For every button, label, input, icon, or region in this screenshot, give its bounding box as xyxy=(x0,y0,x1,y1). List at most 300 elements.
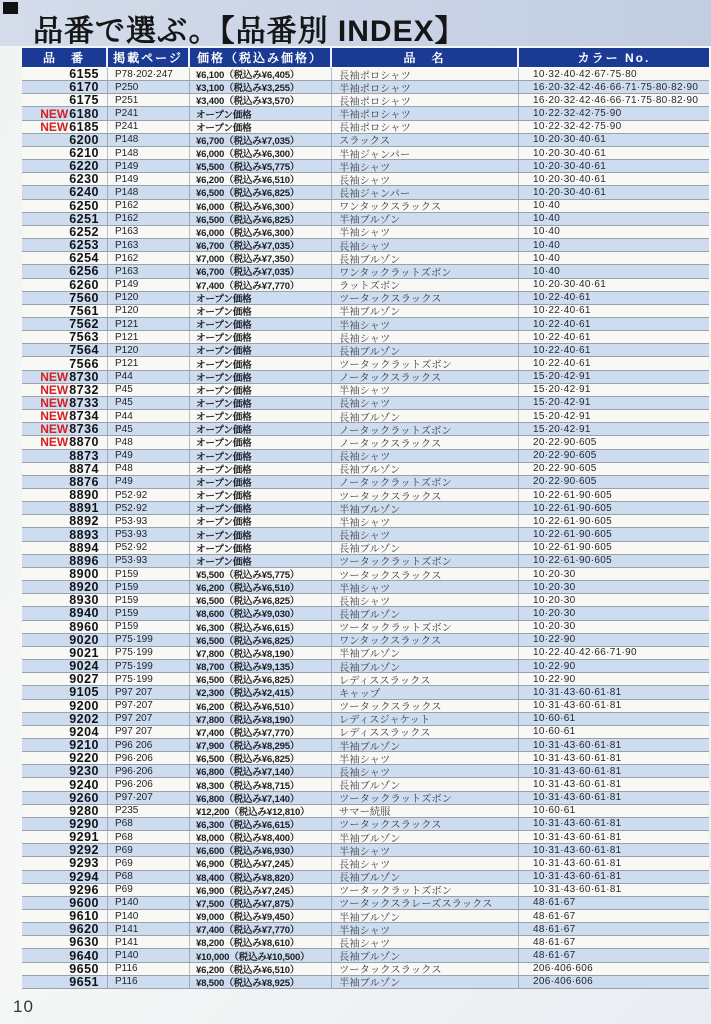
color-no-cell: 20·22·90·605 xyxy=(533,476,597,488)
price-cell: ¥3,100（税込み¥3,255） xyxy=(190,81,332,93)
product-code: 8870 xyxy=(69,436,99,449)
listed-page-cell: P68 xyxy=(108,818,190,830)
color-no-cell: 10·22·40·42·66·71·90 xyxy=(533,647,637,659)
table-row xyxy=(22,581,709,594)
product-name-cell: 長袖シャツ xyxy=(332,765,519,777)
listed-page-cell: P121 xyxy=(108,331,190,343)
table-row xyxy=(22,542,709,555)
price-cell: ¥8,000（税込み¥8,400） xyxy=(190,831,332,843)
product-name-cell: 長袖シャツ xyxy=(332,331,519,343)
listed-page-cell: P148 xyxy=(108,186,190,198)
table-row xyxy=(22,173,709,186)
product-code-cell xyxy=(22,160,108,172)
listed-page-cell: P162 xyxy=(108,252,190,264)
price-cell: ¥6,300（税込み¥6,615） xyxy=(190,621,332,633)
product-code-cell xyxy=(22,279,108,291)
color-no-cell: 10·22·61·90·605 xyxy=(533,529,612,541)
product-code: 9291 xyxy=(69,831,99,844)
product-name-cell: ノータックラットズボン xyxy=(332,423,519,435)
product-code: 7564 xyxy=(69,344,99,357)
table-row xyxy=(22,68,709,81)
listed-page-cell: P140 xyxy=(108,949,190,961)
color-no-cell: 10·22·40·61 xyxy=(533,305,591,317)
table-row xyxy=(22,752,709,765)
price-cell: ¥6,600（税込み¥6,930） xyxy=(190,844,332,856)
price-cell: ¥6,700（税込み¥7,035） xyxy=(190,134,332,146)
product-name-cell: 長袖ブルゾン xyxy=(332,252,519,264)
table-row xyxy=(22,450,709,463)
table-row xyxy=(22,660,709,673)
product-code: 8736 xyxy=(69,423,99,436)
product-code: 9651 xyxy=(69,975,99,988)
product-name-cell: ツータックラットズボン xyxy=(332,792,519,804)
product-name-cell: 長袖シャツ xyxy=(332,936,519,948)
listed-page-cell: P44 xyxy=(108,371,190,383)
color-no-cell: 10·31·43·60·61·81 xyxy=(533,844,622,856)
product-code-cell xyxy=(22,594,108,606)
price-cell: オープン価格 xyxy=(190,450,332,462)
table-row xyxy=(22,778,709,791)
product-code-cell xyxy=(22,528,108,540)
price-cell: オープン価格 xyxy=(190,410,332,422)
listed-page-cell: P53·93 xyxy=(108,515,190,527)
listed-page-cell: P52·92 xyxy=(108,489,190,501)
table-row xyxy=(22,831,709,844)
product-code-cell xyxy=(22,239,108,251)
table-row xyxy=(22,621,709,634)
product-name-cell: 半袖シャツ xyxy=(332,515,519,527)
color-no-cell: 10·31·43·60·61·81 xyxy=(533,831,622,843)
table-row xyxy=(22,594,709,607)
product-code: 9020 xyxy=(69,633,99,646)
listed-page-cell: P250 xyxy=(108,81,190,93)
product-name-cell: 半袖ポロシャツ xyxy=(332,81,519,93)
listed-page-cell: P48 xyxy=(108,436,190,448)
product-code: 9620 xyxy=(69,923,99,936)
table-row xyxy=(22,871,709,884)
product-code: 9610 xyxy=(69,910,99,923)
product-code: 8874 xyxy=(69,462,99,475)
price-cell: オープン価格 xyxy=(190,305,332,317)
color-no-cell: 15·20·42·91 xyxy=(533,371,591,383)
product-code: 8896 xyxy=(69,554,99,567)
product-code-cell xyxy=(22,910,108,922)
color-no-cell: 10·22·61·90·605 xyxy=(533,542,612,554)
product-name-cell: ノータックスラックス xyxy=(332,436,519,448)
table-row xyxy=(22,686,709,699)
color-no-cell: 10·22·40·61 xyxy=(533,292,591,304)
product-code-cell xyxy=(22,489,108,501)
table-row xyxy=(22,857,709,870)
product-code-cell xyxy=(22,739,108,751)
color-no-cell: 10·32·40·42·67·75·80 xyxy=(533,68,637,80)
price-cell: オープン価格 xyxy=(190,384,332,396)
product-name-cell: 長袖シャツ xyxy=(332,450,519,462)
product-name-cell: 半袖ブルゾン xyxy=(332,502,519,514)
header-product-name: 品 名 xyxy=(332,48,519,67)
price-cell: ¥3,400（税込み¥3,570） xyxy=(190,94,332,106)
page-title: 品番で選ぶ。【品番別 INDEX】 xyxy=(33,15,466,48)
product-code-cell xyxy=(22,173,108,185)
product-code: 6251 xyxy=(69,212,99,225)
product-code-cell xyxy=(22,884,108,896)
color-no-cell: 10·20·30 xyxy=(533,568,576,580)
product-name-cell: 長袖ブルゾン xyxy=(332,344,519,356)
header-product-code: 品 番 xyxy=(22,48,108,67)
product-code-cell xyxy=(22,805,108,817)
product-code-cell xyxy=(22,200,108,212)
table-row xyxy=(22,726,709,739)
product-code-cell xyxy=(22,384,108,396)
price-cell: ¥6,200（税込み¥6,510） xyxy=(190,581,332,593)
table-row xyxy=(22,357,709,370)
listed-page-cell: P96·206 xyxy=(108,752,190,764)
product-name-cell: レディススラックス xyxy=(332,726,519,738)
product-code: 6155 xyxy=(69,68,99,81)
listed-page-cell: P149 xyxy=(108,279,190,291)
product-name-cell: ノータックラットズボン xyxy=(332,476,519,488)
price-cell: ¥6,000（税込み¥6,300） xyxy=(190,200,332,212)
price-cell: ¥12,200（税込み¥12,810） xyxy=(190,805,332,817)
listed-page-cell: P120 xyxy=(108,344,190,356)
color-no-cell: 10·40 xyxy=(533,213,561,225)
color-no-cell: 10·31·43·60·61·81 xyxy=(533,871,622,883)
product-code-cell xyxy=(22,555,108,567)
price-cell: ¥6,000（税込み¥6,300） xyxy=(190,147,332,159)
table-row xyxy=(22,949,709,962)
color-no-cell: 10·22·61·90·605 xyxy=(533,502,612,514)
listed-page-cell: P140 xyxy=(108,897,190,909)
product-code: 7560 xyxy=(69,291,99,304)
table-row xyxy=(22,700,709,713)
product-name-cell: 長袖ジャンパー xyxy=(332,186,519,198)
product-code-cell xyxy=(22,331,108,343)
price-cell: オープン価格 xyxy=(190,502,332,514)
price-cell: オープン価格 xyxy=(190,331,332,343)
price-cell: オープン価格 xyxy=(190,476,332,488)
listed-page-cell: P53·93 xyxy=(108,528,190,540)
color-no-cell: 10·20·30·40·61 xyxy=(533,279,607,291)
color-no-cell: 10·31·43·60·61·81 xyxy=(533,739,622,751)
product-code-cell xyxy=(22,397,108,409)
color-no-cell: 15·20·42·91 xyxy=(533,384,591,396)
product-code-cell xyxy=(22,818,108,830)
table-body xyxy=(22,67,709,989)
price-cell: ¥7,400（税込み¥7,770） xyxy=(190,279,332,291)
new-badge: NEW xyxy=(40,423,69,436)
product-code-cell xyxy=(22,673,108,685)
product-name-cell: ツータックスラックス xyxy=(332,292,519,304)
product-code-cell xyxy=(22,686,108,698)
price-cell: オープン価格 xyxy=(190,555,332,567)
price-cell: オープン価格 xyxy=(190,489,332,501)
color-no-cell: 20·22·90·605 xyxy=(533,450,597,462)
product-code: 6230 xyxy=(69,173,99,186)
product-code: 9230 xyxy=(69,765,99,778)
table-row xyxy=(22,239,709,252)
product-name-cell: ツータックスラックス xyxy=(332,818,519,830)
color-no-cell: 10·22·90 xyxy=(533,673,576,685)
price-cell: ¥6,000（税込み¥6,300） xyxy=(190,226,332,238)
price-cell: ¥6,500（税込み¥6,825） xyxy=(190,594,332,606)
listed-page-cell: P241 xyxy=(108,121,190,133)
product-code: 7561 xyxy=(69,304,99,317)
listed-page-cell: P49 xyxy=(108,476,190,488)
color-no-cell: 10·22·40·61 xyxy=(533,344,591,356)
product-code: 6200 xyxy=(69,133,99,146)
color-no-cell: 206·406·606 xyxy=(533,963,594,975)
color-no-cell: 10·20·30 xyxy=(533,581,576,593)
product-code-cell xyxy=(22,107,108,119)
product-name-cell: ツータックスラレーズスラックス xyxy=(332,897,519,909)
product-code: 8891 xyxy=(69,502,99,515)
listed-page-cell: P96 206 xyxy=(108,739,190,751)
product-code-cell xyxy=(22,844,108,856)
product-code: 8734 xyxy=(69,410,99,423)
color-no-cell: 10·31·43·60·61·81 xyxy=(533,752,622,764)
product-code-cell xyxy=(22,568,108,580)
product-code: 6254 xyxy=(69,252,99,265)
price-cell: オープン価格 xyxy=(190,397,332,409)
folio-page-number: 10 xyxy=(13,997,34,1016)
table-row xyxy=(22,923,709,936)
price-cell: オープン価格 xyxy=(190,357,332,369)
product-name-cell: 長袖ブルゾン xyxy=(332,542,519,554)
listed-page-cell: P97·207 xyxy=(108,700,190,712)
price-cell: ¥10,000（税込み¥10,500） xyxy=(190,949,332,961)
product-code-cell xyxy=(22,134,108,146)
price-cell: オープン価格 xyxy=(190,318,332,330)
price-cell: ¥6,500（税込み¥6,825） xyxy=(190,213,332,225)
listed-page-cell: P75·199 xyxy=(108,673,190,685)
product-name-cell: ツータックラットズボン xyxy=(332,357,519,369)
product-code-cell xyxy=(22,423,108,435)
listed-page-cell: P141 xyxy=(108,936,190,948)
table-row xyxy=(22,94,709,107)
product-name-cell: 半袖ブルゾン xyxy=(332,831,519,843)
product-name-cell: 長袖シャツ xyxy=(332,239,519,251)
table-row xyxy=(22,200,709,213)
product-code: 6220 xyxy=(69,160,99,173)
listed-page-cell: P141 xyxy=(108,923,190,935)
product-code: 9640 xyxy=(69,949,99,962)
product-code: 6210 xyxy=(69,146,99,160)
listed-page-cell: P159 xyxy=(108,607,190,619)
product-name-cell: 半袖ブルゾン xyxy=(332,910,519,922)
product-code: 9021 xyxy=(69,646,99,660)
product-code-cell xyxy=(22,713,108,725)
price-cell: ¥5,500（税込み¥5,775） xyxy=(190,568,332,580)
listed-page-cell: P149 xyxy=(108,173,190,185)
product-name-cell: 長袖ポロシャツ xyxy=(332,94,519,106)
color-no-cell: 10·22·90 xyxy=(533,634,576,646)
product-name-cell: 半袖ジャンパー xyxy=(332,147,519,159)
price-cell: ¥6,700（税込み¥7,035） xyxy=(190,239,332,251)
color-no-cell: 10·22·32·42·75·90 xyxy=(533,121,622,133)
product-code-cell xyxy=(22,949,108,961)
table-row xyxy=(22,739,709,752)
table-row xyxy=(22,423,709,436)
product-code: 7562 xyxy=(69,317,99,331)
color-no-cell: 10·20·30 xyxy=(533,594,576,606)
product-name-cell: 半袖シャツ xyxy=(332,581,519,593)
price-cell: オープン価格 xyxy=(190,436,332,448)
product-code-cell xyxy=(22,357,108,369)
product-code-cell xyxy=(22,634,108,646)
new-badge: NEW xyxy=(40,410,69,423)
product-code-cell xyxy=(22,292,108,304)
price-cell: オープン価格 xyxy=(190,344,332,356)
table-row xyxy=(22,502,709,515)
table-row xyxy=(22,555,709,568)
table-row xyxy=(22,121,709,134)
product-name-cell: レディスジャケット xyxy=(332,713,519,725)
product-code-cell xyxy=(22,778,108,790)
listed-page-cell: P96·206 xyxy=(108,778,190,790)
price-cell: ¥6,200（税込み¥6,510） xyxy=(190,963,332,975)
header-listed-page: 掲載ページ xyxy=(108,48,190,67)
listed-page-cell: P163 xyxy=(108,226,190,238)
table-row xyxy=(22,805,709,818)
color-no-cell: 10·31·43·60·61·81 xyxy=(533,818,622,830)
product-code: 8730 xyxy=(69,370,99,383)
product-name-cell: 長袖シャツ xyxy=(332,528,519,540)
table-row xyxy=(22,397,709,410)
table-row xyxy=(22,792,709,805)
new-badge: NEW xyxy=(40,383,69,396)
color-no-cell: 10·31·43·60·61·81 xyxy=(533,857,622,869)
product-code: 8894 xyxy=(69,541,99,554)
color-no-cell: 10·60·61 xyxy=(533,805,576,817)
product-name-cell: ノータックスラックス xyxy=(332,371,519,383)
product-code: 8733 xyxy=(69,396,99,410)
product-code: 9280 xyxy=(69,804,99,817)
listed-page-cell: P159 xyxy=(108,594,190,606)
listed-page-cell: P97 207 xyxy=(108,713,190,725)
price-cell: ¥8,700（税込み¥9,135） xyxy=(190,660,332,672)
listed-page-cell: P159 xyxy=(108,621,190,633)
price-cell: オープン価格 xyxy=(190,371,332,383)
new-badge: NEW xyxy=(40,107,69,120)
product-code-cell xyxy=(22,213,108,225)
table-row xyxy=(22,844,709,857)
table-row xyxy=(22,292,709,305)
product-name-cell: サマー続服 xyxy=(332,805,519,817)
listed-page-cell: P75·199 xyxy=(108,647,190,659)
product-name-cell: 長袖ブルゾン xyxy=(332,607,519,619)
product-code-cell xyxy=(22,871,108,883)
product-code: 9290 xyxy=(69,817,99,831)
table-row xyxy=(22,279,709,292)
listed-page-cell: P159 xyxy=(108,581,190,593)
product-name-cell: ツータックラットズボン xyxy=(332,555,519,567)
product-code: 9292 xyxy=(69,844,99,857)
product-code: 8876 xyxy=(69,475,99,488)
color-no-cell: 10·20·30·40·61 xyxy=(533,134,607,146)
listed-page-cell: P69 xyxy=(108,844,190,856)
product-code-cell xyxy=(22,450,108,462)
price-cell: オープン価格 xyxy=(190,121,332,133)
table-row xyxy=(22,463,709,476)
table-row xyxy=(22,147,709,160)
product-code: 7563 xyxy=(69,331,99,344)
table-row xyxy=(22,607,709,620)
listed-page-cell: P52·92 xyxy=(108,502,190,514)
listed-page-cell: P116 xyxy=(108,976,190,988)
price-cell: ¥5,500（税込み¥5,775） xyxy=(190,160,332,172)
new-badge: NEW xyxy=(40,120,69,133)
color-no-cell: 48·61·67 xyxy=(533,936,576,948)
product-code-cell xyxy=(22,94,108,106)
table-row xyxy=(22,186,709,199)
product-code: 8960 xyxy=(69,620,99,633)
product-code-cell xyxy=(22,647,108,659)
product-code: 8732 xyxy=(69,383,99,396)
table-row xyxy=(22,568,709,581)
product-code: 9630 xyxy=(69,936,99,949)
listed-page-cell: P69 xyxy=(108,884,190,896)
listed-page-cell: P163 xyxy=(108,239,190,251)
price-cell: ¥7,500（税込み¥7,875） xyxy=(190,897,332,909)
product-code-cell xyxy=(22,371,108,383)
product-code: 6170 xyxy=(69,81,99,94)
product-code: 8893 xyxy=(69,528,99,541)
color-no-cell: 10·20·30 xyxy=(533,607,576,619)
product-name-cell: ツータックラットズボン xyxy=(332,884,519,896)
product-name-cell: 長袖ブルゾン xyxy=(332,778,519,790)
product-code: 8892 xyxy=(69,515,99,528)
table-row xyxy=(22,476,709,489)
product-name-cell: レディススラックス xyxy=(332,673,519,685)
price-cell: ¥8,500（税込み¥8,925） xyxy=(190,976,332,988)
product-code-cell xyxy=(22,252,108,264)
table-row xyxy=(22,436,709,449)
color-no-cell: 10·40 xyxy=(533,239,561,251)
price-cell: ¥7,400（税込み¥7,770） xyxy=(190,726,332,738)
product-name-cell: 半袖シャツ xyxy=(332,318,519,330)
color-no-cell: 10·31·43·60·61·81 xyxy=(533,765,622,777)
table-row xyxy=(22,213,709,226)
listed-page-cell: P48 xyxy=(108,463,190,475)
product-name-cell: 半袖シャツ xyxy=(332,844,519,856)
product-name-cell: ツータックスラックス xyxy=(332,963,519,975)
table-row xyxy=(22,489,709,502)
product-code-cell xyxy=(22,581,108,593)
product-name-cell: ワンタックスラックス xyxy=(332,634,519,646)
price-cell: ¥7,400（税込み¥7,770） xyxy=(190,923,332,935)
product-name-cell: ツータックスラックス xyxy=(332,489,519,501)
color-no-cell: 10·60·61 xyxy=(533,726,576,738)
product-code: 6250 xyxy=(69,199,99,212)
listed-page-cell: P68 xyxy=(108,871,190,883)
product-name-cell: キャップ xyxy=(332,686,519,698)
color-no-cell: 10·20·30·40·61 xyxy=(533,186,607,198)
price-cell: ¥6,500（税込み¥6,825） xyxy=(190,186,332,198)
product-code: 9240 xyxy=(69,778,99,791)
price-cell: オープン価格 xyxy=(190,515,332,527)
listed-page-cell: P52·92 xyxy=(108,542,190,554)
product-code-cell xyxy=(22,923,108,935)
new-badge: NEW xyxy=(40,436,69,449)
product-name-cell: 長袖ブルゾン xyxy=(332,463,519,475)
color-no-cell: 10·20·30 xyxy=(533,621,576,633)
product-code-cell xyxy=(22,318,108,330)
price-cell: ¥7,000（税込み¥7,350） xyxy=(190,252,332,264)
color-no-cell: 10·31·43·60·61·81 xyxy=(533,884,622,896)
color-no-cell: 20·22·90·605 xyxy=(533,463,597,475)
product-code-cell xyxy=(22,621,108,633)
table-row xyxy=(22,384,709,397)
